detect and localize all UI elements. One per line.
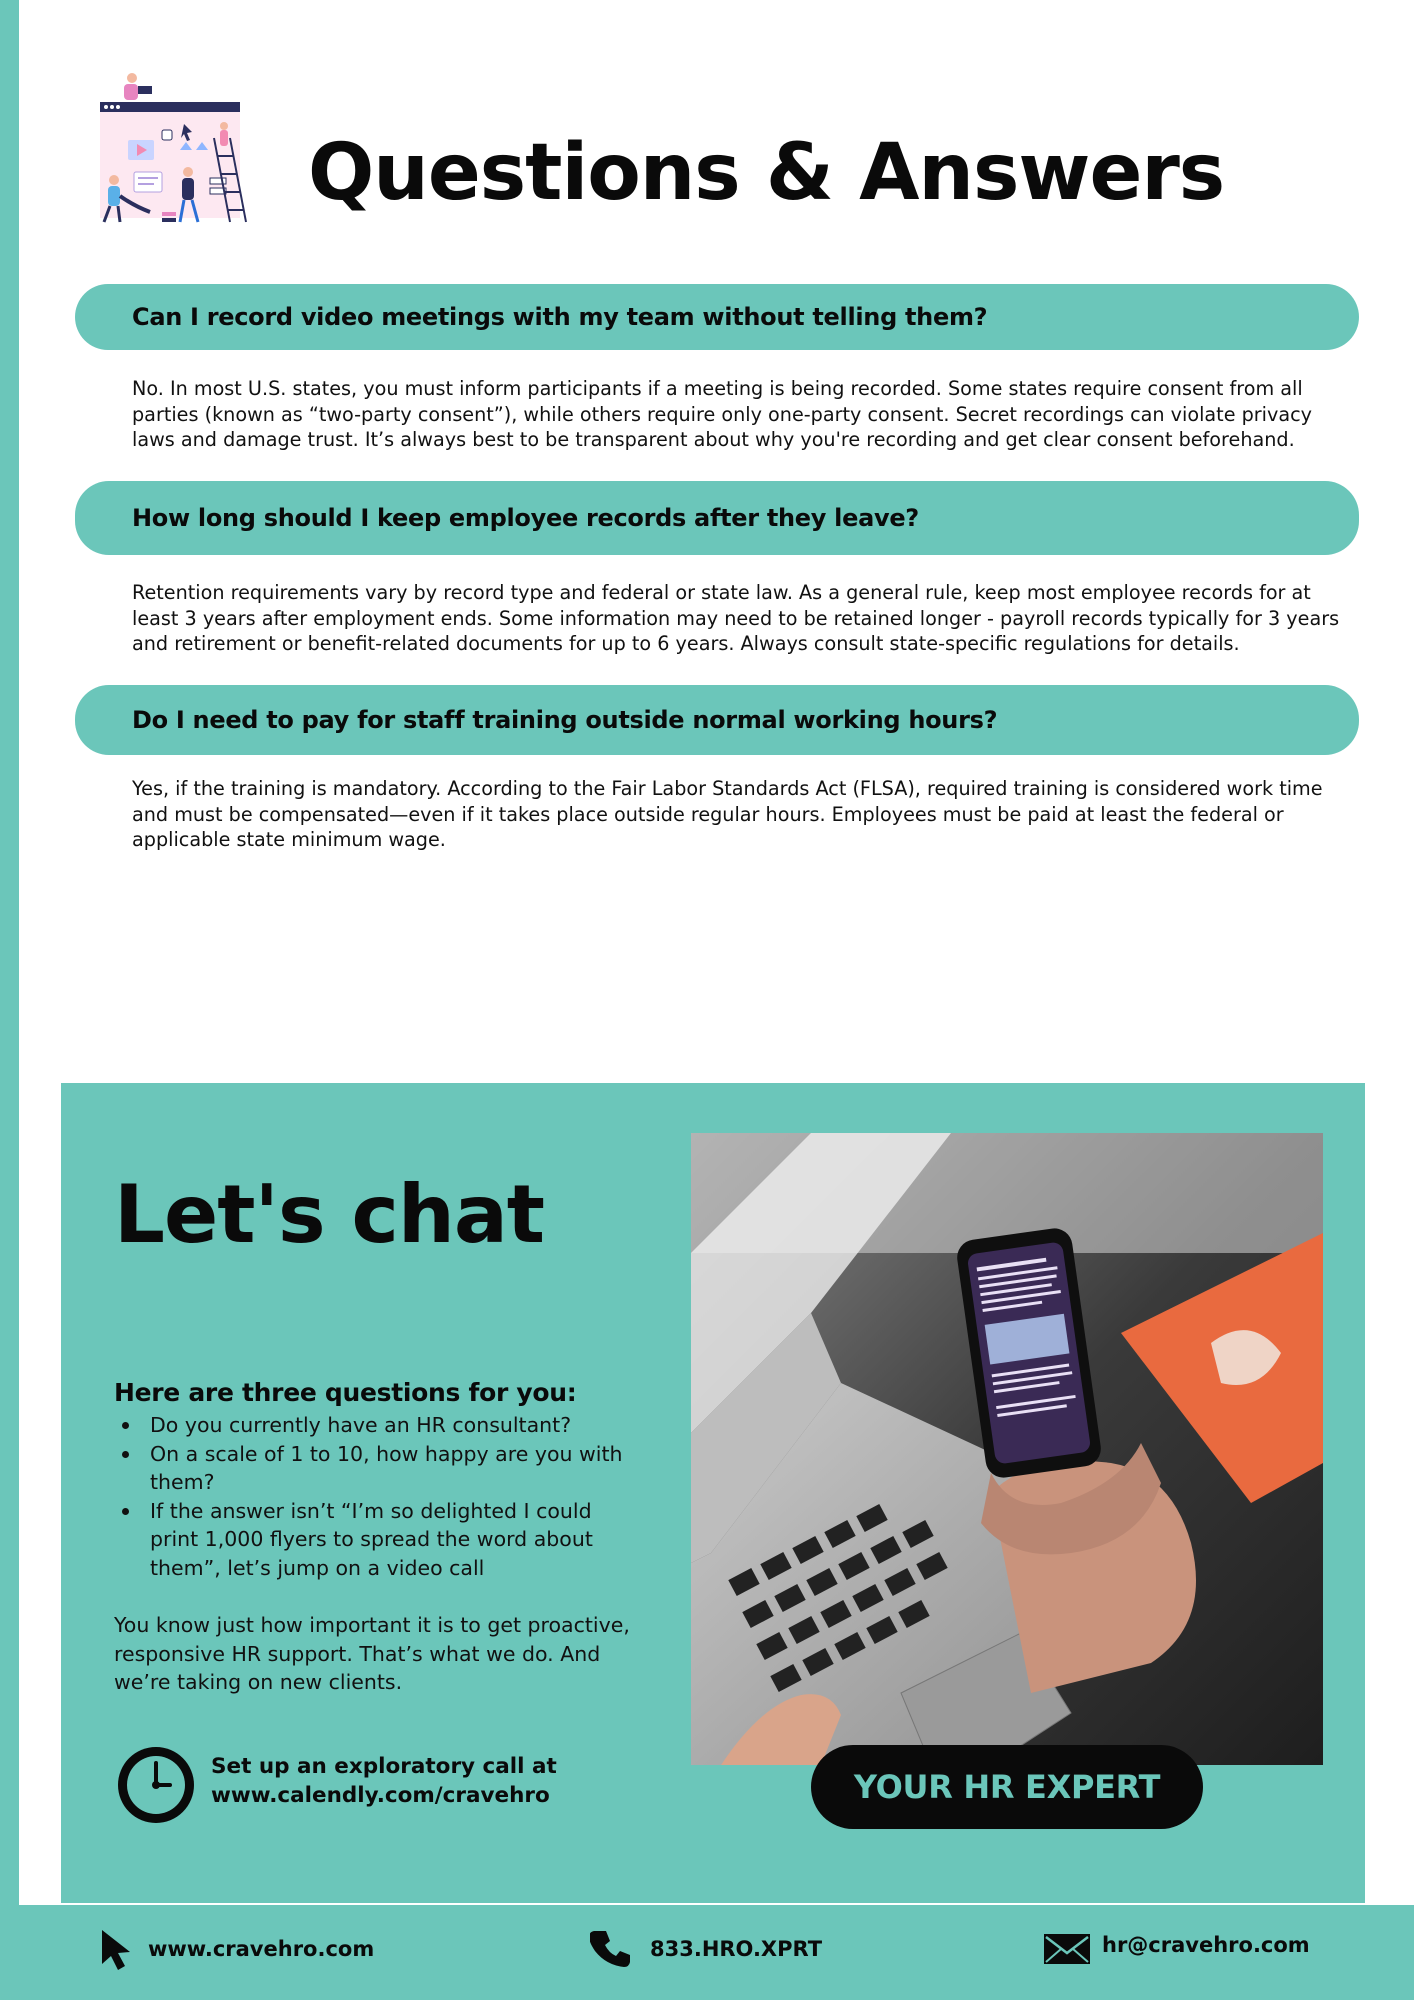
faq-question: Can I record video meetings with my team without telling them? <box>132 303 988 331</box>
list-item: On a scale of 1 to 10, how happy are you with them? <box>114 1440 634 1497</box>
email-link[interactable]: hr@cravehro.com <box>1102 1933 1310 1957</box>
faq-question-bar <box>75 284 1359 350</box>
faq-question: Do I need to pay for staff training outside normal working hours? <box>132 706 998 734</box>
phone-number[interactable]: 833.HRO.XPRT <box>650 1937 823 1961</box>
website-link[interactable]: www.cravehro.com <box>148 1937 375 1961</box>
hr-expert-badge <box>811 1745 1203 1829</box>
envelope-icon <box>1042 1931 1092 1967</box>
faq-question: How long should I keep employee records after they leave? <box>132 504 919 532</box>
list-item: Do you currently have an HR consultant? <box>114 1411 634 1440</box>
chat-title: Let's chat <box>114 1168 545 1261</box>
faq-answer: Yes, if the training is mandatory. According to the Fair Labor Standards Act (FLSA), required training is considered work time and must be compensated—even if it takes place outside regular hours. Employees must be paid at least the federal or applicable state minimum wage. <box>132 777 1323 851</box>
questions-heading: Here are three questions for you: <box>114 1378 577 1407</box>
questions-list <box>114 1411 634 1582</box>
team-building-website-illustration-icon <box>84 72 260 228</box>
footer-email[interactable] <box>1042 1926 1310 1972</box>
faq-answer: No. In most U.S. states, you must inform participants if a meeting is being recorded. Some states require consent from all parties (known as “two-party consent”), while others require only one-party consent. Secret recordings can violate privacy laws and damage trust. It’s always best to be transparent about why you're recording and get clear consent beforehand. <box>132 377 1313 451</box>
footer-website[interactable] <box>98 1926 374 1972</box>
laptop-and-phone-photo-icon <box>691 1133 1323 1765</box>
pitch-text: You know just how important it is to get proactive, responsive HR support. That’s what we do. And we’re taking on new clients. <box>114 1613 630 1694</box>
badge-label: YOUR HR EXPERT <box>853 1768 1161 1806</box>
list-item: If the answer isn’t “I’m so delighted I could print 1,000 flyers to spread the word about them”, let’s jump on a video call <box>114 1497 634 1583</box>
cta-text <box>211 1752 557 1810</box>
footer-phone[interactable] <box>590 1926 822 1972</box>
calendly-link[interactable]: www.calendly.com/cravehro <box>211 1783 550 1808</box>
phone-icon <box>590 1928 632 1970</box>
cursor-icon <box>98 1926 132 1972</box>
left-accent-stripe <box>0 0 19 2000</box>
faq-question-bar <box>75 685 1359 755</box>
clock-icon <box>114 1743 198 1827</box>
faq-answer: Retention requirements vary by record type and federal or state law. As a general rule, keep most employee records for at least 3 years after employment ends. Some information may need to be retained longer - payroll records typically for 3 years and retirement or benefit-related documents for up to 6 years. Always consult state-specific regulations for details. <box>132 581 1340 655</box>
page-title: Questions & Answers <box>308 128 1225 218</box>
cta-line: Set up an exploratory call at <box>211 1754 557 1779</box>
faq-question-bar <box>75 481 1359 555</box>
